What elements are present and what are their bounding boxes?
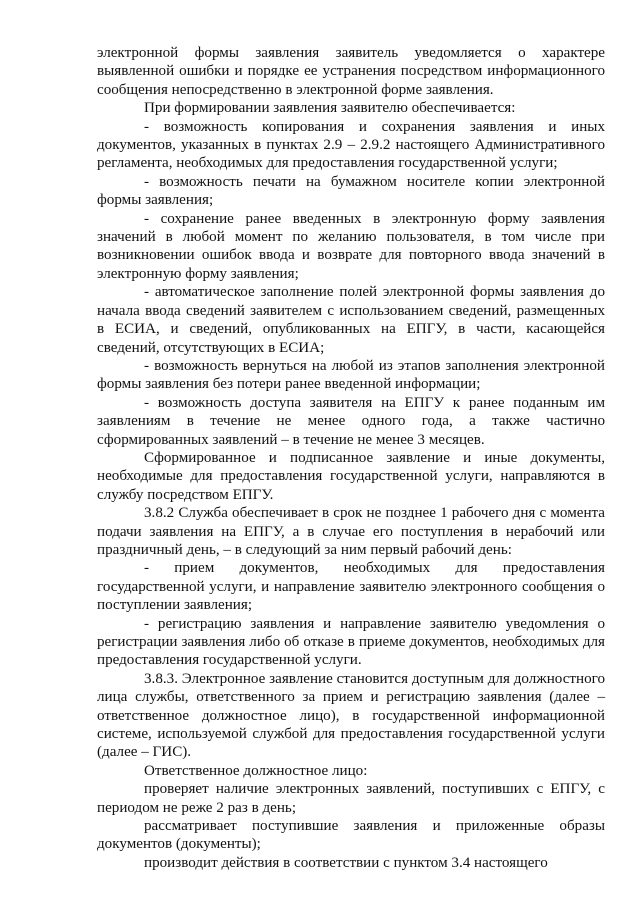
list-item-save-values: - сохранение ранее введенных в электронную форму заявления значений в любой момент по желанию пользователя, в том числе при возникновении ошибок ввода и возврате для повторного ввода значений в электронную форму заявления; [97,210,605,282]
paragraph-error-notice: электронной формы заявления заявитель уведомляется о характере выявленной ошибки и порядке ее устранения посредством информационного сообщения непосредственно в электронной форме заявления. [97,45,605,98]
list-item-return-stage: - возможность вернуться на любой из этапов заполнения электронной формы заявления без потери ранее введенной информации; [97,357,605,393]
paragraph-3-8-2: 3.8.2 Служба обеспечивает в срок не позднее 1 рабочего дня с момента подачи заявления на ЕПГУ, а в случае его поступления в нерабочий или праздничный день, – в следующий за ним первый рабочий день: [97,505,605,558]
list-item-reception: - прием документов, необходимых для предоставления государственной услуги, и направление заявителю электронного сообщения о поступлении заявления; [97,560,605,614]
list-item-autofill: - автоматическое заполнение полей электронной формы заявления до начала ввода сведений заявителем с использованием сведений, размещенных в ЕСИА, и сведений, опубликованных на ЕПГУ, в части, касающейся сведений, отсутствующих в ЕСИА; [97,284,605,356]
paragraph-reviews: рассматривает поступившие заявления и приложенные образы документов (документы); [97,818,605,853]
list-item-copy-save: - возможность копирования и сохранения заявления и иных документов, указанных в пунктах 2.9 – 2.9.2 настоящего Административного регламента, необходимых для предоставления государственной услуги; [97,118,605,172]
paragraph-submission: Сформированное и подписанное заявление и иные документы, необходимые для предоставления государственной услуги, направляются в службу посредством ЕПГУ. [97,449,605,503]
paragraph-performs: производит действия в соответствии с пунктом 3.4 настоящего [144,854,548,871]
paragraph-3-8-3: 3.8.3. Электронное заявление становится доступным для должностного лица службы, ответственного за прием и регистрацию заявления (далее – ответственное должностное лицо), в государственной информационной системе, используемой службой для предоставления государственной услуги (далее – ГИС). [97,670,605,761]
list-item-registration: - регистрацию заявления и направление заявителю уведомления о регистрации заявления либо об отказе в приеме документов, необходимых для предоставления государственной услуги. [97,615,605,669]
paragraph-responsible-official: Ответственное должностное лицо: [144,762,368,779]
list-item-print: - возможность печати на бумажном носителе копии электронной формы заявления; [97,173,605,209]
paragraph-ensured-heading: При формировании заявления заявителю обеспечивается: [144,100,516,117]
paragraph-checks: проверяет наличие электронных заявлений, поступивших с ЕПГУ, с периодом не реже 2 раз в день; [97,781,605,816]
list-item-access-previous: - возможность доступа заявителя на ЕПГУ к ранее поданным им заявлениям в течение не менее одного года, а также частично сформированных заявлений – в течение не менее 3 месяцев. [97,394,605,448]
